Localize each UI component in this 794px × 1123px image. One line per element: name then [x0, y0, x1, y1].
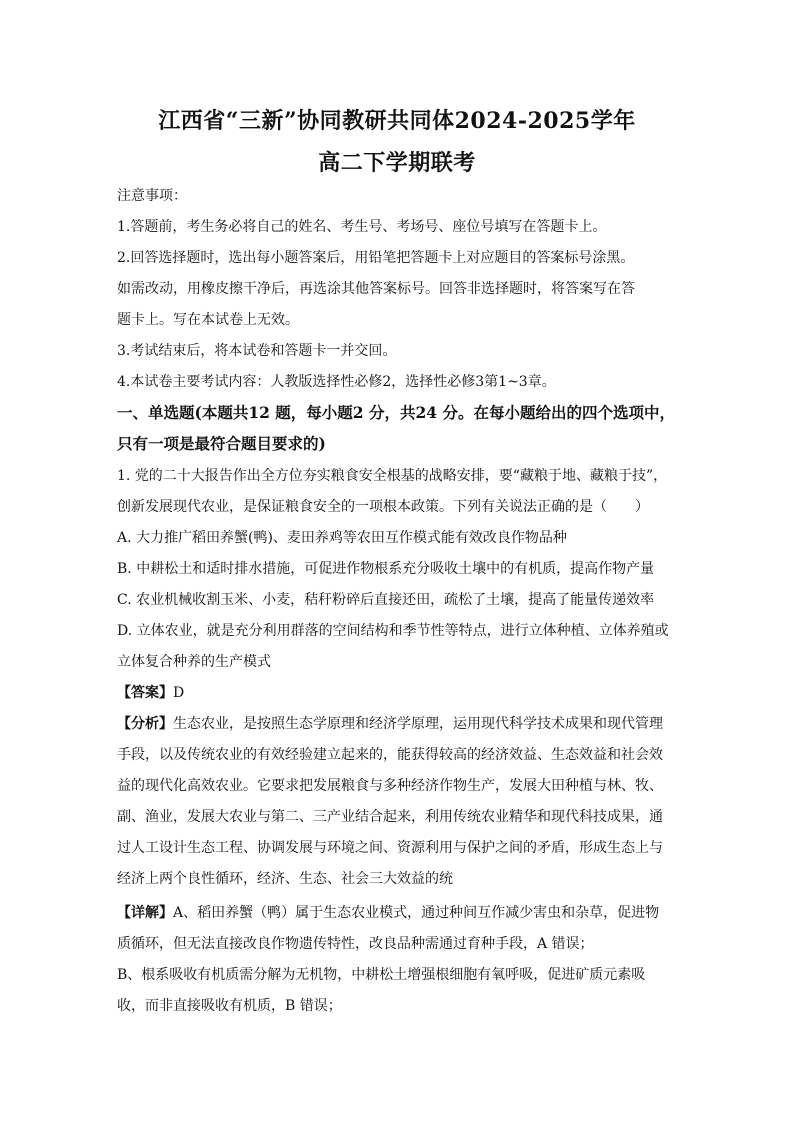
question-stem: 创新发展现代农业，是保证粮食安全的一项根本政策。下列有关说法正确的是（ ） — [117, 499, 649, 515]
option-d: D. 立体农业，就是充分利用群落的空间结构和季节性等特点，进行立体种植、立体养殖或 — [117, 623, 669, 639]
exam-title-line-1: 江西省“三新”协同教研共同体2024-2025学年 — [158, 108, 636, 134]
notice-line: 4.本试卷主要考试内容：人教版选择性必修2，选择性必修3第1~3章。 — [117, 374, 556, 390]
question-stem: 1. 党的二十大报告作出全方位夯实粮食安全根基的战略安排，要“藏粮于地、藏粮于技”， — [117, 468, 668, 484]
section-heading-line-2: 只有一项是最符合题目要求的) — [117, 434, 326, 453]
answer-tag: 【答案】 — [117, 685, 173, 701]
answer-value: D — [173, 685, 185, 701]
detail-tag: 【详解】 — [117, 905, 173, 921]
option-c: C. 农业机械收割玉米、小麦，秸秆粉碎后直接还田，疏松了土壤，提高了能量传递效率 — [117, 592, 655, 608]
analysis-text: 手段，以及传统农业的有效经验建立起来的，能获得较高的经济效益、生态效益和社会效 — [117, 747, 663, 763]
detail-line — [117, 903, 659, 923]
analysis-text: 过人工设计生态工程、协调发展与环境之间、资源利用与保护之间的矛盾，形成生态上与 — [117, 840, 663, 856]
section-heading-line-1: 一、单选题(本题共12 题，每小题2 分，共24 分。在每小题给出的四个选项中， — [117, 403, 675, 422]
analysis-text: 益的现代化高效农业。它要求把发展粮食与多种经济作物生产，发展大田种植与林、牧、 — [117, 778, 663, 794]
analysis-tag: 【分析】 — [117, 716, 173, 732]
exam-title-line-2: 高二下学期联考 — [318, 150, 476, 176]
analysis-text: 生态农业，是按照生态学原理和经济学原理，运用现代科学技术成果和现代管理 — [173, 716, 663, 732]
detail-text: B、根系吸收有机质需分解为无机物，中耕松土增强根细胞有氧呼吸，促进矿质元素吸 — [117, 967, 646, 983]
option-d-continued: 立体复合种养的生产模式 — [117, 654, 271, 670]
notice-line: 题卡上。写在本试卷上无效。 — [117, 312, 299, 328]
analysis-text: 副、渔业，发展大农业与第二、三产业结合起来，利用传统农业精华和现代科技成果，通 — [117, 809, 663, 825]
notice-line: 如需改动，用橡皮擦干净后，再选涂其他答案标号。回答非选择题时，将答案写在答 — [117, 281, 635, 297]
notice-line: 1.答题前，考生务必将自己的姓名、考生号、考场号、座位号填写在答题卡上。 — [117, 219, 607, 235]
notice-line: 3.考试结束后，将本试卷和答题卡一并交回。 — [117, 343, 397, 359]
analysis-line — [117, 714, 663, 734]
detail-text: 质循环，但无法直接改良作物遗传特性，改良品种需通过育种手段，A 错误； — [117, 936, 594, 952]
analysis-text: 经济上两个良性循环，经济、生态、社会三大效益的统 — [117, 871, 453, 887]
notice-line: 2.回答选择题时，选出每小题答案后，用铅笔把答题卡上对应题目的答案标号涂黑。 — [117, 250, 635, 266]
option-a: A. 大力推广稻田养蟹(鸭)、麦田养鸡等农田互作模式能有效改良作物品种 — [117, 530, 567, 546]
detail-text: A、稻田养蟹（鸭）属于生态农业模式，通过种间互作减少害虫和杂草，促进物 — [173, 905, 660, 921]
detail-text: 收，而非直接吸收有机质，B 错误； — [117, 998, 342, 1014]
option-b: B. 中耕松土和适时排水措施，可促进作物根系充分吸收土壤中的有机质，提高作物产量 — [117, 561, 655, 577]
answer-line — [117, 683, 184, 703]
notice-heading: 注意事项： — [117, 188, 187, 204]
